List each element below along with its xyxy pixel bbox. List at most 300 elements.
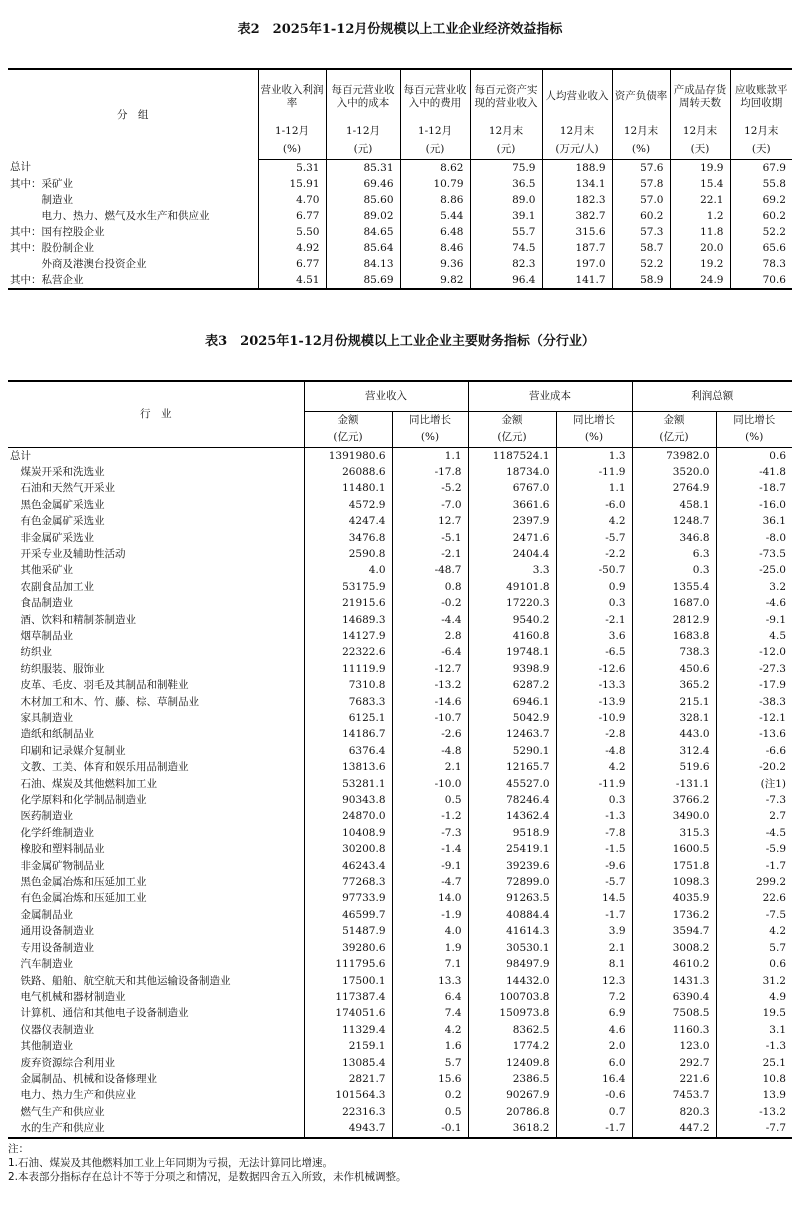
- cell-value: 117387.4: [304, 989, 392, 1005]
- cell-value: 85.64: [326, 240, 400, 256]
- cell-value: -8.0: [716, 530, 792, 546]
- col-header: 资产负债率: [612, 69, 670, 121]
- cell-value: 55.8: [730, 176, 792, 192]
- cell-value: -6.0: [556, 497, 632, 513]
- cell-value: 6.48: [400, 224, 470, 240]
- cell-value: -11.9: [556, 776, 632, 792]
- cell-value: 46243.4: [304, 858, 392, 874]
- cell-value: 22.1: [670, 192, 730, 208]
- row-label: 农副食品加工业: [10, 580, 94, 593]
- industry-column-header: 行 业: [8, 381, 304, 447]
- cell-value: 1683.8: [632, 628, 716, 644]
- cell-value: -14.6: [392, 694, 468, 710]
- cell-value: 4.5: [716, 628, 792, 644]
- row-label: 专用设备制造业: [10, 941, 94, 954]
- table-row: [8, 940, 792, 956]
- cell-value: 2159.1: [304, 1038, 392, 1054]
- cell-value: -16.0: [716, 497, 792, 513]
- cell-value: 4.92: [258, 240, 326, 256]
- row-label: 开采专业及辅助性活动: [10, 547, 126, 560]
- cell-value: 57.6: [612, 159, 670, 176]
- cell-value: 39280.6: [304, 940, 392, 956]
- table-row: [8, 447, 792, 464]
- cell-value: 4.51: [258, 272, 326, 289]
- cell-value: -9.6: [556, 858, 632, 874]
- cell-value: 97733.9: [304, 890, 392, 906]
- cell-value: 1187524.1: [468, 447, 556, 464]
- table-row: [8, 579, 792, 595]
- cell-value: 382.7: [542, 208, 612, 224]
- table-row: [8, 890, 792, 906]
- cell-value: 100703.8: [468, 989, 556, 1005]
- row-label: 水的生产和供应业: [10, 1122, 105, 1135]
- cell-value: 6.77: [258, 208, 326, 224]
- cell-value: 89.02: [326, 208, 400, 224]
- row-label: 橡胶和塑料制品业: [10, 843, 105, 856]
- cell-value: 3.3: [468, 562, 556, 578]
- row-label: 计算机、通信和其他电子设备制造业: [10, 1007, 189, 1020]
- table-row: [8, 808, 792, 824]
- cell-value: 3008.2: [632, 940, 716, 956]
- cell-value: 6.4: [392, 989, 468, 1005]
- cell-value: 197.0: [542, 256, 612, 272]
- cell-value: -2.1: [392, 546, 468, 562]
- cell-value: 39239.6: [468, 858, 556, 874]
- cell-value: 7.2: [556, 989, 632, 1005]
- cell-value: 1751.8: [632, 858, 716, 874]
- growth-unit: (%): [716, 429, 792, 447]
- note-line: 1.石油、煤炭及其他燃料加工业上年同期为亏损，无法计算同比增速。: [8, 1157, 334, 1169]
- cell-value: 6.0: [556, 1055, 632, 1071]
- cell-value: 57.8: [612, 176, 670, 192]
- row-label: 皮革、毛皮、羽毛及其制品和制鞋业: [10, 679, 189, 692]
- cell-value: 4.9: [716, 989, 792, 1005]
- row-label: 其中：私营企业: [10, 273, 84, 286]
- cell-value: -7.3: [716, 792, 792, 808]
- cell-value: 98497.9: [468, 956, 556, 972]
- cell-value: 40884.4: [468, 907, 556, 923]
- cell-value: -1.5: [556, 841, 632, 857]
- cell-value: -18.7: [716, 480, 792, 496]
- cell-value: 96.4: [470, 272, 542, 289]
- table-row: [8, 240, 792, 256]
- cell-value: 299.2: [716, 874, 792, 890]
- row-label: 文教、工美、体育和娱乐用品制造业: [10, 761, 189, 774]
- cell-value: 150973.8: [468, 1005, 556, 1021]
- cell-value: 15.91: [258, 176, 326, 192]
- amount-header: 金额: [304, 411, 392, 429]
- growth-header: 同比增长: [556, 411, 632, 429]
- cell-value: 182.3: [542, 192, 612, 208]
- cell-value: 51487.9: [304, 923, 392, 939]
- row-label: 制造业: [10, 193, 73, 206]
- cell-value: -5.7: [556, 530, 632, 546]
- cell-value: -1.2: [392, 808, 468, 824]
- cell-value: 2.7: [716, 808, 792, 824]
- cell-value: 36.1: [716, 513, 792, 529]
- cell-value: 21915.6: [304, 595, 392, 611]
- cell-value: 141.7: [542, 272, 612, 289]
- cell-value: 1687.0: [632, 595, 716, 611]
- cell-value: 123.0: [632, 1038, 716, 1054]
- period-label: 12月末: [730, 121, 792, 141]
- table-row: [8, 759, 792, 775]
- table-row: [8, 792, 792, 808]
- cell-value: 2590.8: [304, 546, 392, 562]
- cell-value: 91263.5: [468, 890, 556, 906]
- period-label: 12月末: [612, 121, 670, 141]
- cell-value: 60.2: [612, 208, 670, 224]
- cell-value: 30200.8: [304, 841, 392, 857]
- row-label: 金属制品、机械和设备修理业: [10, 1072, 157, 1085]
- cell-value: 14432.0: [468, 973, 556, 989]
- row-label: 其他制造业: [10, 1040, 73, 1053]
- row-label: 电力、热力、燃气及水生产和供应业: [10, 209, 210, 222]
- cell-value: 6767.0: [468, 480, 556, 496]
- row-label: 造纸和纸制品业: [10, 728, 94, 741]
- cell-value: 14186.7: [304, 726, 392, 742]
- cell-value: -27.3: [716, 661, 792, 677]
- col-header: 产成品存货周转天数: [670, 69, 730, 121]
- note-line: 2.本表部分指标存在总计不等于分项之和情况，是数据四舍五入所致，未作机械调整。: [8, 1171, 407, 1183]
- cell-value: -7.7: [716, 1120, 792, 1137]
- cell-value: 2812.9: [632, 612, 716, 628]
- cell-value: 0.3: [556, 792, 632, 808]
- cell-value: 8362.5: [468, 1022, 556, 1038]
- cell-value: 70.6: [730, 272, 792, 289]
- cell-value: 1.2: [670, 208, 730, 224]
- cell-value: 6390.4: [632, 989, 716, 1005]
- cell-value: 11329.4: [304, 1022, 392, 1038]
- cell-value: 41614.3: [468, 923, 556, 939]
- cell-value: 14.5: [556, 890, 632, 906]
- cell-value: 8.86: [400, 192, 470, 208]
- cell-value: -9.1: [716, 612, 792, 628]
- cell-value: 12409.8: [468, 1055, 556, 1071]
- table-row: [8, 497, 792, 513]
- cell-value: -4.5: [716, 825, 792, 841]
- cell-value: 6287.2: [468, 677, 556, 693]
- cell-value: 4572.9: [304, 497, 392, 513]
- cell-value: -1.3: [556, 808, 632, 824]
- cell-value: -12.6: [556, 661, 632, 677]
- cell-value: 53175.9: [304, 579, 392, 595]
- cell-value: 447.2: [632, 1120, 716, 1137]
- table-row: [8, 562, 792, 578]
- cell-value: -10.0: [392, 776, 468, 792]
- cell-value: 0.9: [556, 579, 632, 595]
- row-label: 纺织服装、服饰业: [10, 662, 105, 675]
- cell-value: -7.5: [716, 907, 792, 923]
- cell-value: 53281.1: [304, 776, 392, 792]
- cell-value: 4.2: [556, 759, 632, 775]
- cell-value: 3766.2: [632, 792, 716, 808]
- amount-unit: (亿元): [304, 429, 392, 447]
- cell-value: 5.50: [258, 224, 326, 240]
- cell-value: 19.2: [670, 256, 730, 272]
- cell-value: 1.1: [556, 480, 632, 496]
- cell-value: 5290.1: [468, 743, 556, 759]
- row-label: 家具制造业: [10, 712, 73, 724]
- cell-value: 19.9: [670, 159, 730, 176]
- cell-value: 4.2: [392, 1022, 468, 1038]
- unit-label: (%): [612, 141, 670, 159]
- col-header: 每百元营业收入中的费用: [400, 69, 470, 121]
- cell-value: 738.3: [632, 644, 716, 660]
- row-label: 通用设备制造业: [10, 925, 94, 938]
- cell-value: 26088.6: [304, 464, 392, 480]
- cell-value: -5.9: [716, 841, 792, 857]
- cell-value: 346.8: [632, 530, 716, 546]
- col-header: 应收账款平均回收期: [730, 69, 792, 121]
- cell-value: 174051.6: [304, 1005, 392, 1021]
- cell-value: -2.1: [556, 612, 632, 628]
- cell-value: 13813.6: [304, 759, 392, 775]
- table-row: [8, 743, 792, 759]
- cell-value: 9.82: [400, 272, 470, 289]
- growth-unit: (%): [392, 429, 468, 447]
- row-label: 有色金属矿采选业: [10, 515, 105, 528]
- cell-value: 4.2: [716, 923, 792, 939]
- cell-value: -17.9: [716, 677, 792, 693]
- row-label: 废弃资源综合利用业: [10, 1056, 115, 1069]
- table-row: [8, 841, 792, 857]
- cell-value: 2821.7: [304, 1071, 392, 1087]
- cell-value: 2.1: [392, 759, 468, 775]
- row-label: 烟草制品业: [10, 629, 73, 642]
- cell-value: 75.9: [470, 159, 542, 176]
- cell-value: 2397.9: [468, 513, 556, 529]
- table-row: [8, 907, 792, 923]
- cell-value: 9.36: [400, 256, 470, 272]
- cell-value: 65.6: [730, 240, 792, 256]
- cell-value: 4035.9: [632, 890, 716, 906]
- row-label: 金属制品业: [10, 908, 73, 921]
- cell-value: 4610.2: [632, 956, 716, 972]
- cell-value: 2.8: [392, 628, 468, 644]
- cell-value: 60.2: [730, 208, 792, 224]
- table2-title: 表2 2025年1-12月份规模以上工业企业经济效益指标: [237, 22, 563, 37]
- table-row: [8, 256, 792, 272]
- cell-value: 13085.4: [304, 1055, 392, 1071]
- cell-value: 46599.7: [304, 907, 392, 923]
- cell-value: 1.3: [556, 447, 632, 464]
- cell-value: 20786.8: [468, 1104, 556, 1120]
- cell-value: 6946.1: [468, 694, 556, 710]
- cell-value: 458.1: [632, 497, 716, 513]
- cell-value: 6.3: [632, 546, 716, 562]
- cell-value: 22.6: [716, 890, 792, 906]
- cell-value: -7.8: [556, 825, 632, 841]
- cell-value: 5.31: [258, 159, 326, 176]
- cell-value: -5.1: [392, 530, 468, 546]
- cell-value: 12.7: [392, 513, 468, 529]
- cell-value: 11.8: [670, 224, 730, 240]
- cell-value: 3.9: [556, 923, 632, 939]
- amount-header: 金额: [632, 411, 716, 429]
- table-row: [8, 464, 792, 480]
- cell-value: 10.79: [400, 176, 470, 192]
- cell-value: -131.1: [632, 776, 716, 792]
- cell-value: -1.7: [556, 907, 632, 923]
- cell-value: -13.2: [716, 1104, 792, 1120]
- cell-value: 9398.9: [468, 661, 556, 677]
- cell-value: 57.0: [612, 192, 670, 208]
- period-label: 1-12月: [258, 121, 326, 141]
- cell-value: 4.6: [556, 1022, 632, 1038]
- cell-value: -48.7: [392, 562, 468, 578]
- table-row: [8, 989, 792, 1005]
- growth-header: 同比增长: [392, 411, 468, 429]
- row-label: 非金属矿采选业: [10, 531, 94, 544]
- period-label: 12月末: [670, 121, 730, 141]
- cell-value: 1774.2: [468, 1038, 556, 1054]
- cell-value: -6.6: [716, 743, 792, 759]
- cell-value: 0.6: [716, 956, 792, 972]
- cell-value: 2764.9: [632, 480, 716, 496]
- cell-value: 3.6: [556, 628, 632, 644]
- row-label: 木材加工和木、竹、藤、棕、草制品业: [10, 695, 199, 708]
- cell-value: 4160.8: [468, 628, 556, 644]
- period-label: 12月末: [542, 121, 612, 141]
- cell-value: 7310.8: [304, 677, 392, 693]
- cell-value: 1.9: [392, 940, 468, 956]
- cell-value: 22316.3: [304, 1104, 392, 1120]
- cell-value: 14362.4: [468, 808, 556, 824]
- table-row: [8, 1087, 792, 1103]
- table-row: [8, 1104, 792, 1120]
- cell-value: -2.8: [556, 726, 632, 742]
- cell-value: 12165.7: [468, 759, 556, 775]
- cell-value: -2.2: [556, 546, 632, 562]
- cell-value: 24.9: [670, 272, 730, 289]
- cell-value: 8.1: [556, 956, 632, 972]
- cell-value: -2.6: [392, 726, 468, 742]
- cell-value: 14689.3: [304, 612, 392, 628]
- cell-value: 52.2: [730, 224, 792, 240]
- cell-value: 22322.6: [304, 644, 392, 660]
- cell-value: 3594.7: [632, 923, 716, 939]
- cell-value: 292.7: [632, 1055, 716, 1071]
- table-row: [8, 825, 792, 841]
- period-label: 12月末: [470, 121, 542, 141]
- cell-value: 7.1: [392, 956, 468, 972]
- row-label: 其中：采矿业: [10, 177, 73, 190]
- row-label: 黑色金属矿采选业: [10, 498, 105, 511]
- cell-value: 3661.6: [468, 497, 556, 513]
- cell-value: -13.6: [716, 726, 792, 742]
- cell-value: 19.5: [716, 1005, 792, 1021]
- table-row: [8, 874, 792, 890]
- cell-value: 69.46: [326, 176, 400, 192]
- unit-label: (%): [258, 141, 326, 159]
- cell-value: 58.7: [612, 240, 670, 256]
- table-row: [8, 1005, 792, 1021]
- cell-value: -7.0: [392, 497, 468, 513]
- cell-value: 18734.0: [468, 464, 556, 480]
- cell-value: 2386.5: [468, 1071, 556, 1087]
- cell-value: 365.2: [632, 677, 716, 693]
- col-header: 人均营业收入: [542, 69, 612, 121]
- cell-value: 3.1: [716, 1022, 792, 1038]
- cell-value: 30530.1: [468, 940, 556, 956]
- table-row: [8, 1120, 792, 1137]
- cell-value: 20.0: [670, 240, 730, 256]
- cell-value: -0.1: [392, 1120, 468, 1137]
- cell-value: 55.7: [470, 224, 542, 240]
- cell-value: -38.3: [716, 694, 792, 710]
- cell-value: 7453.7: [632, 1087, 716, 1103]
- table-row: [8, 858, 792, 874]
- table-row: [8, 776, 792, 792]
- cell-value: 4247.4: [304, 513, 392, 529]
- table-row: [8, 726, 792, 742]
- row-label: 石油和天然气开采业: [10, 482, 115, 495]
- cell-value: -73.5: [716, 546, 792, 562]
- amount-header: 金额: [468, 411, 556, 429]
- cell-value: 1.6: [392, 1038, 468, 1054]
- cell-value: 85.69: [326, 272, 400, 289]
- row-label: 铁路、船舶、航空航天和其他运输设备制造业: [10, 974, 231, 987]
- cell-value: 11119.9: [304, 661, 392, 677]
- col-header: 营业收入利润率: [258, 69, 326, 121]
- unit-label: (元): [470, 141, 542, 159]
- cell-value: 1391980.6: [304, 447, 392, 464]
- row-label: 外商及港澳台投资企业: [10, 257, 147, 270]
- cell-value: -13.2: [392, 677, 468, 693]
- footnotes: [8, 1142, 407, 1184]
- cell-value: 0.7: [556, 1104, 632, 1120]
- row-label: 化学原料和化学制品制造业: [10, 794, 147, 807]
- table-row: [8, 956, 792, 972]
- cell-value: 82.3: [470, 256, 542, 272]
- table-row: [8, 677, 792, 693]
- cell-value: -50.7: [556, 562, 632, 578]
- row-label: 其中：股份制企业: [10, 241, 94, 254]
- cell-value: 72899.0: [468, 874, 556, 890]
- table-row: [8, 208, 792, 224]
- cell-value: 5.7: [716, 940, 792, 956]
- cell-value: -4.6: [716, 595, 792, 611]
- cell-value: 450.6: [632, 661, 716, 677]
- unit-label: (万元/人): [542, 141, 612, 159]
- cell-value: 84.13: [326, 256, 400, 272]
- group-header-revenue: 营业收入: [304, 381, 468, 411]
- group-header-profit: 利润总额: [632, 381, 792, 411]
- cell-value: 78.3: [730, 256, 792, 272]
- cell-value: 0.6: [716, 447, 792, 464]
- table-row: [8, 513, 792, 529]
- cell-value: 85.60: [326, 192, 400, 208]
- cell-value: 1098.3: [632, 874, 716, 890]
- cell-value: -4.4: [392, 612, 468, 628]
- cell-value: 443.0: [632, 726, 716, 742]
- cell-value: 45527.0: [468, 776, 556, 792]
- cell-value: 6125.1: [304, 710, 392, 726]
- cell-value: 52.2: [612, 256, 670, 272]
- cell-value: 5.7: [392, 1055, 468, 1071]
- row-label: 电力、热力生产和供应业: [10, 1089, 136, 1102]
- cell-value: 13.3: [392, 973, 468, 989]
- table-row: [8, 661, 792, 677]
- cell-value: -12.7: [392, 661, 468, 677]
- row-label: 电气机械和器材制造业: [10, 990, 126, 1003]
- cell-value: 4.2: [556, 513, 632, 529]
- cell-value: 519.6: [632, 759, 716, 775]
- row-label: 化学纤维制造业: [10, 826, 94, 839]
- cell-value: 1431.3: [632, 973, 716, 989]
- note-heading: 注：: [8, 1143, 29, 1155]
